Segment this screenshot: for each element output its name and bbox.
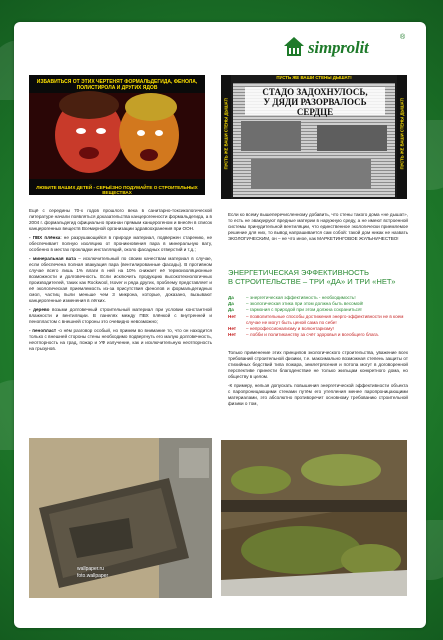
wool-text: – исключительный по своим качествам материал в случае, если обеспечена полная эвакуация пара (вентилированные фасады). В противном случае всего лишь 1% влаги в ней на 10% снижает её термоизоляционные возможности и долговечность. Если исключить продукцию высокотехнологичных производителей, таких как Rockwool, Isover и ряда других, проблему представляет и её экологическая приемлемость из-за присутствия фенолов и формальдегидных смол, частиц пыли меньше чем 3 микрона, которые, доказано, вызывают канцерогенные изменения в лёгких. xyxy=(29,255,213,304)
example-paragraph: -К примеру, нельзя допускать повышения энергетической эффективности объекта с паропроницающими стенами путём его утепления менее паропроницающими материалами, это абсолютно противоречит основному требованию строительной физики о том, xyxy=(228,382,408,407)
mossy-roof-photo xyxy=(221,440,407,596)
foam-text: -о нём разговор особый, но примем во внимание то, что он находится только с внешней стороны стены необходимо подвергнуть его малую долговечность, неотпорность на град, пожар и УФ излучение, как и исключительную неотпорность на грызунов. xyxy=(29,327,212,351)
pvc-text: : не разрушающийся в природе материал, подвержен старению, не обеспечивает полную изоляцию от проникновения пара в минеральную вату, особенно в местах прокладки инсталляций, около фасадных отверстий и т.д.; xyxy=(29,234,212,253)
wood-title: - дерево xyxy=(29,306,50,312)
yes-no-text: – позволительные способы достижения энерго-эффективности не в коем случае не могут быть ценой сама по себе! xyxy=(246,313,404,325)
yes-no-list xyxy=(228,295,408,338)
newspaper-poster-photo xyxy=(221,75,407,199)
yes-no-text: – гармония с природой при этом должна сохраниться! xyxy=(246,307,362,313)
yes-no-item xyxy=(228,314,408,326)
wood-paragraph xyxy=(29,307,212,325)
pvc-paragraph xyxy=(29,235,212,253)
side-banner-text: ПУСТЬ ЖЕ ВАШИ СТЕНЫ ДЫШАТ! xyxy=(399,97,405,170)
yes-no-text: – энергетическая эффективность - необходимость! xyxy=(246,295,356,300)
yes-no-text: – лобби и политиканству за счёт здоровья и всеобщего блага. xyxy=(246,332,379,338)
section-heading xyxy=(228,268,408,286)
brand-name: simprolit xyxy=(308,38,369,57)
right-intro-text xyxy=(228,212,408,245)
slab-image xyxy=(29,438,212,598)
top-banner: ПУСТЬ ЖЕ ВАШИ СТЕНЫ ДЫШАТ! xyxy=(276,75,352,80)
yes-no-item xyxy=(228,332,408,338)
yes-no-key: Нет xyxy=(228,326,237,332)
roof-image xyxy=(221,440,407,596)
newspaper-headline xyxy=(245,87,385,115)
right-intro-paragraph: Если ко всему вышеперечисленному добавить, что стены такого дома «не дышат», то есть не эвакуируют вредные материи в наружную среду, а не имеют встроенной системы принудительной вентиляции, что единственное экологически приемлемое решение для них, то вывод напрашивается сам собой: такой дом никак не назвать ЭКОЛОГИЧЕСКИМ, он – не что иное, как МАРКЕТИНГОВОЕ ЖУЛЬНИЧЕСТВО! xyxy=(228,212,408,242)
photo-watermark xyxy=(77,566,108,580)
wood-text: возьми долговечный строительный материал при условии константной влажности и вентиляции. В панелях между ПВХ плёнкой с внутренней и пенопластом с внешней стороны это очевидно невозможно; xyxy=(29,306,212,325)
poster-top-caption: ИЗБАВИТЬСЯ ОТ ЭТИХ ЧЕРТЕНЯТ ФОРМАЛЬДЕГИДА, ФЕНОЛА, ПОЛИСТИРОЛА И ДРУГИХ ЯДОВ xyxy=(36,79,198,91)
damaged-slab-photo xyxy=(29,438,212,598)
yes-no-key: Да xyxy=(228,307,234,313)
foam-title: - пенопласт xyxy=(29,327,57,333)
heading-line-1: ЭНЕРГЕТИЧЕСКАЯ ЭФФЕКТИВНОСТЬ xyxy=(228,268,369,277)
headline-line-1: СТАДО ЗАДОХНУЛОСЬ, xyxy=(262,87,368,97)
right-body-text xyxy=(228,350,408,410)
yes-no-key: Да xyxy=(228,301,234,307)
yes-no-key: Нет xyxy=(228,313,237,319)
watermark-line-2: foto.wallpaper xyxy=(77,573,109,579)
left-text-column xyxy=(29,208,212,355)
principles-paragraph: Только применение этих принципов экологического строительства, уважение всех требований строительной физики, т.е. максимально возможная степень защиты от стихийных бедствий типа пожара, землетрясения и потопа могут в договоренной перспективе принести благоденствие не только жильцам конкретного дома, но обществу в целом. xyxy=(228,350,408,380)
side-banner-right xyxy=(397,75,407,199)
yes-no-text: – экологическая этика при этом должна быть весомой! xyxy=(246,301,364,307)
children-poster-photo xyxy=(29,75,205,195)
registered-mark: ® xyxy=(400,34,406,41)
poster-bottom-caption: ЛЮБИТЕ ВАШИХ ДЕТЕЙ - СЕРЬЁЗНО ПОДУМАЙТЕ О СТРОИТЕЛЬНЫХ ВЕЩЕСТВАХ xyxy=(36,185,198,195)
pvc-title: - ПВХ плёнка xyxy=(29,234,61,240)
children-faces-image xyxy=(29,75,205,195)
wool-title: - минеральная вата xyxy=(29,255,76,261)
wool-paragraph xyxy=(29,256,212,305)
brand-logo xyxy=(282,34,412,60)
house-logo-icon xyxy=(282,34,306,58)
side-banner-text: ПУСТЬ ЖЕ ВАШИ СТЕНЫ ДЫШАТ! xyxy=(223,97,229,170)
heading-line-2: В СТРОИТЕЛЬСТВЕ – ТРИ «ДА» И ТРИ «НЕТ» xyxy=(228,277,396,286)
yes-no-key: Да xyxy=(228,295,234,300)
watermark-line-1: wallpaper.ru xyxy=(77,566,104,572)
intro-paragraph: Ещё с середины 70-х годов прошлого века в санитарно-токсикологической литературе начали появляться доказательства канцерогенности формальдегида, а в 2004 г. формальдегид официально признан прямым канцерогеном и внесён в список канцерогенных веществ Всемирной организации здравоохранения при ООН. xyxy=(29,208,212,232)
foam-paragraph xyxy=(29,328,212,352)
yes-no-text: – непрофессионализму и волюнтаризму! xyxy=(246,326,334,332)
headline-line-2: У ДЯДИ РАЗОРВАЛОСЬ СЕРДЦЕ xyxy=(263,97,367,117)
side-banner-left xyxy=(221,75,231,199)
yes-no-key: Нет xyxy=(228,332,237,338)
